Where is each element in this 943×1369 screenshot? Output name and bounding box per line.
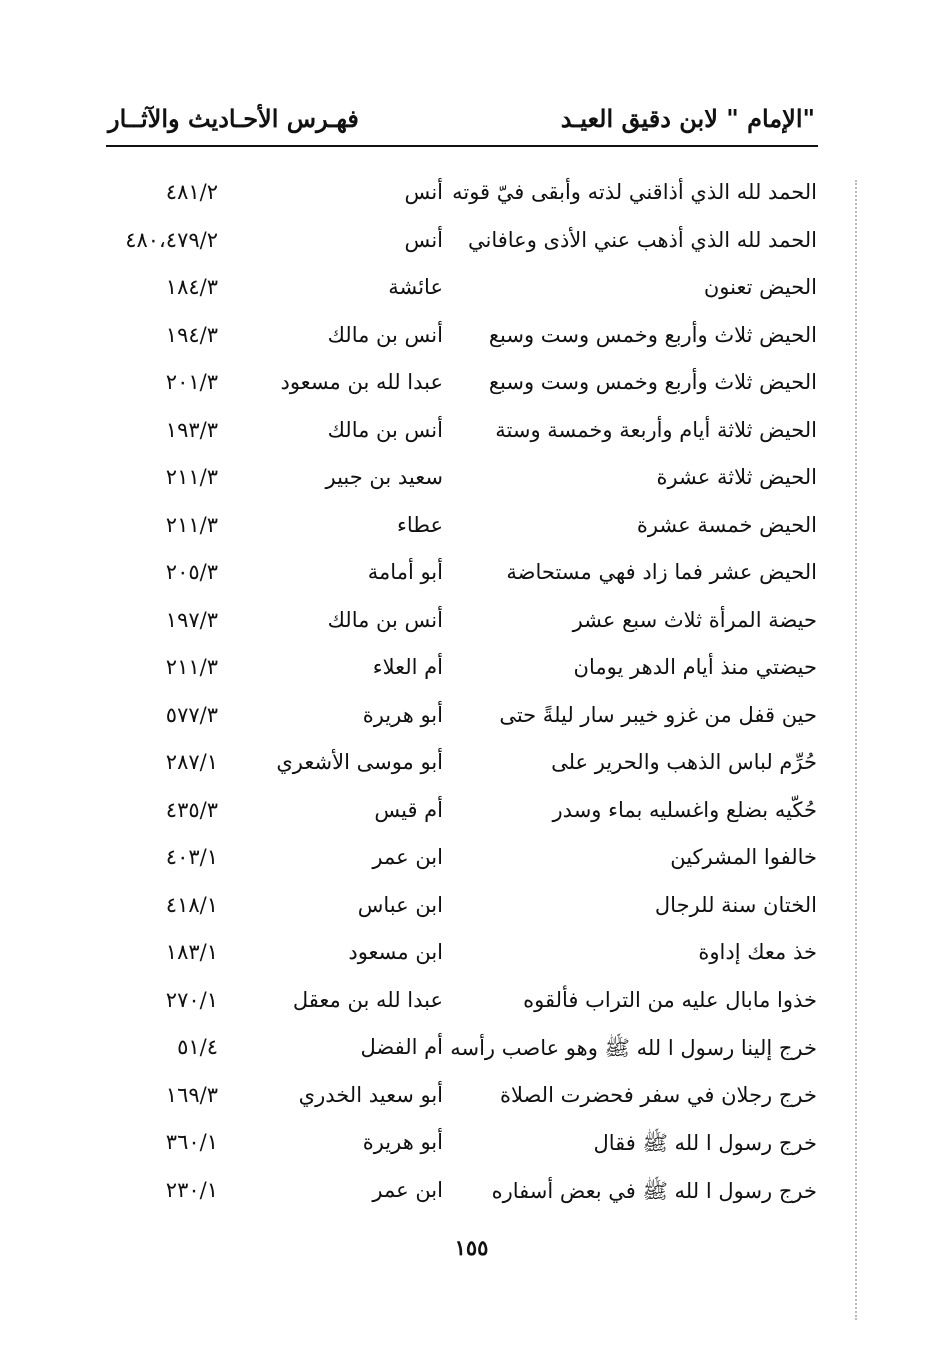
index-row [0,315,943,363]
narrator: أبو هريرة [362,1130,443,1154]
narrator: أبو موسى الأشعري [276,750,443,774]
narrator: أبو هريرة [362,702,443,727]
volume-page-ref: ١٩٣/٣ [165,417,218,442]
narrator: أنس بن مالك [327,607,443,632]
volume-page-ref: ٢٠٥/٣ [165,560,218,584]
narrator: ابن عمر [372,1177,443,1202]
hadith-text: خالفوا المشركين [670,845,817,869]
index-row [0,790,943,838]
narrator: ابن عباس [357,892,443,917]
volume-page-ref: ٣٦٠/١ [165,1130,218,1154]
narrator: أنس بن مالك [327,322,443,347]
narrator: عائشة [388,275,443,299]
volume-page-ref: ٢١١/٣ [165,465,218,489]
binding-gutter-mark [855,180,857,1320]
hadith-text: حيضة المرأة ثلاث سبع عشر [572,607,817,632]
hadith-text: الحيض ثلاث وأربع وخمس وست وسبع [488,322,817,347]
narrator: عبدا لله بن مسعود [280,370,443,394]
volume-page-ref: ١٩٤/٣ [165,322,218,347]
narrator: أنس بن مالك [327,417,443,442]
hadith-text: خرج إلينا رسول ا لله ﷺ وهو عاصب رأسه [450,1036,817,1060]
hadith-text: حيضتي منذ أيام الدهر يومان [573,655,817,679]
index-row [0,267,943,315]
hadith-text: الختان سنة للرجال [654,892,817,917]
index-row [0,172,943,220]
volume-page-ref: ٢١١/٣ [165,655,218,679]
volume-page-ref: ٢١١/٣ [165,512,218,537]
volume-page-ref: ٤٨١/٢ [165,180,218,204]
hadith-text: الحيض عشر فما زاد فهي مستحاضة [506,560,817,584]
volume-page-ref: ٢٣٠/١ [165,1177,218,1202]
volume-page-ref: ٥١/٤ [177,1035,218,1059]
index-row [0,457,943,505]
hadith-text: الحيض خمسة عشرة [636,512,817,537]
hadith-text: الحمد لله الذي أذهب عني الأذى وعافاني [467,227,817,252]
narrator: عبدا لله بن معقل [292,987,443,1012]
volume-page-ref: ١٨٣/١ [165,940,218,964]
index-row [0,647,943,695]
index-row [0,362,943,410]
index-title: فهـرس الأحـاديث والآثــار [108,104,359,133]
hadith-text: خذ معك إداوة [698,940,817,964]
index-row [0,1075,943,1123]
volume-page-ref: ٢٨٧/١ [165,750,218,774]
index-row [0,695,943,743]
volume-page-ref: ٢٠١/٣ [165,370,218,394]
hadith-text: خذوا مابال عليه من التراب فألقوه [523,987,817,1012]
index-row [0,410,943,458]
volume-page-ref: ٤٠٣/١ [165,845,218,869]
volume-page-ref: ١٩٧/٣ [165,607,218,632]
volume-page-ref: ٢٧٠/١ [165,987,218,1012]
narrator: أنس [404,227,443,252]
hadith-text: الحيض ثلاث وأربع وخمس وست وسبع [488,370,817,394]
narrator: سعيد بن جبير [325,465,443,489]
narrator: أم العلاء [372,655,443,679]
volume-page-ref: ٤١٨/١ [165,892,218,917]
volume-page-ref: ٤٣٥/٣ [165,797,218,822]
index-row [0,552,943,600]
hadith-index-list [0,172,943,1217]
hadith-text: حُرِّم لباس الذهب والحرير على [551,750,817,774]
narrator: ابن مسعود [348,940,443,964]
volume-page-ref: ٥٧٧/٣ [165,702,218,727]
narrator: أنس [404,180,443,204]
hadith-text: الحيض ثلاثة أيام وأربعة وخمسة وستة [495,417,817,442]
hadith-text: الحيض ثلاثة عشرة [656,465,817,489]
index-row [0,837,943,885]
narrator: أبو سعيد الخدري [298,1082,443,1107]
index-row [0,1027,943,1075]
index-row [0,600,943,648]
index-row [0,1170,943,1218]
volume-page-ref: ٤٨٠،٤٧٩/٢ [125,227,218,252]
index-row [0,505,943,553]
hadith-text: خرج رجلان في سفر فحضرت الصلاة [499,1082,817,1107]
narrator: أم الفضل [360,1035,443,1059]
page-number: ١٥٥ [454,1235,489,1260]
header-divider [106,145,818,147]
book-title: "الإمام " لابن دقيق العيـد [560,104,815,133]
index-row [0,885,943,933]
index-row [0,220,943,268]
narrator: عطاء [396,512,443,537]
hadith-text: الحمد لله الذي أذاقني لذته وأبقى فيّ قوته [452,180,817,204]
narrator: أبو أمامة [367,560,443,584]
hadith-text: خرج رسول ا لله ﷺ فقال [593,1131,817,1155]
volume-page-ref: ١٨٤/٣ [165,275,218,299]
index-row [0,932,943,980]
narrator: أم قيس [374,797,443,822]
index-row [0,742,943,790]
hadith-text: حين قفل من غزو خيبر سار ليلةً حتى [499,702,817,727]
hadith-text: الحيض تعنون [703,275,817,299]
volume-page-ref: ١٦٩/٣ [165,1082,218,1107]
index-row [0,980,943,1028]
narrator: ابن عمر [372,845,443,869]
hadith-text: خرج رسول ا لله ﷺ في بعض أسفاره [491,1178,817,1203]
index-row [0,1122,943,1170]
hadith-text: حُكّيه بضلع واغسليه بماء وسدر [552,797,817,822]
